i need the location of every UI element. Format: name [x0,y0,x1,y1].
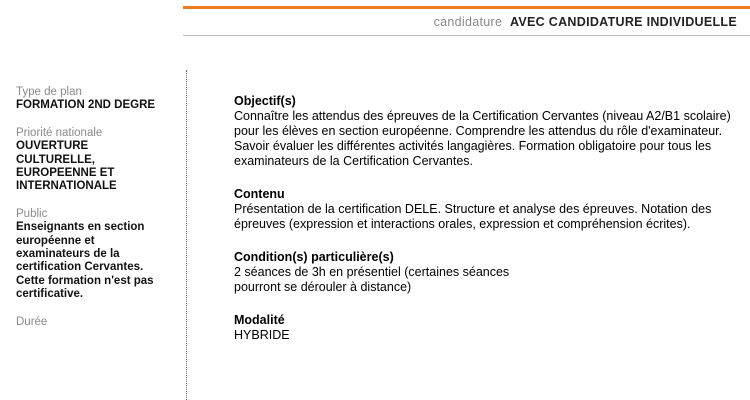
header-accent-rule [183,6,750,9]
public-block [16,208,166,301]
main-content [234,94,744,361]
public-label: Public [16,208,48,221]
objectifs-body: Connaître les attendus des épreuves de la Certification Cervantes (niveau A2/B1 scolaire) pour les élèves en section européenne. Comprendre les attendus du rôle d'examinateur. Savoir évaluer les différentes activités langagières. Formation obligatoire pour tous les examinateurs de la Certification Cervantes. [234,109,731,168]
public-value: Enseignants en section européenne et examinateurs de la certification Cervantes. Cette formation n'est pas certificative. [16,221,154,300]
duree-block [16,316,166,329]
priorite-block [16,127,166,193]
candidature-label: candidature [433,15,503,29]
candidature-header [434,15,737,29]
conditions-section [234,250,744,295]
sidebar [16,86,166,344]
header-rule [183,35,750,36]
column-divider [186,70,187,400]
priorite-label: Priorité nationale [16,127,103,140]
modalite-title: Modalité [234,313,285,327]
conditions-body: 2 séances de 3h en présentiel (certaines séances pourront se dérouler à distance) [234,265,510,294]
priorite-value: OUVERTURE CULTURELLE, EUROPEENNE ET INTERNATIONALE [16,140,117,193]
candidature-value: AVEC CANDIDATURE INDIVIDUELLE [510,15,737,29]
objectifs-section [234,94,744,169]
type-plan-label: Type de plan [16,86,82,98]
conditions-title: Condition(s) particulière(s) [234,250,394,264]
type-plan-value: FORMATION 2ND DEGRE [16,99,156,111]
contenu-title: Contenu [234,187,285,201]
objectifs-title: Objectif(s) [234,94,296,108]
type-plan-block [16,86,166,112]
duree-label: Durée [16,316,48,329]
modalite-body: HYBRIDE [234,328,290,342]
modalite-section [234,313,744,343]
contenu-section [234,187,744,232]
contenu-body: Présentation de la certification DELE. Structure et analyse des épreuves. Notation des épreuves (expression et interactions orales, expression et compréhension écrites). [234,202,712,231]
